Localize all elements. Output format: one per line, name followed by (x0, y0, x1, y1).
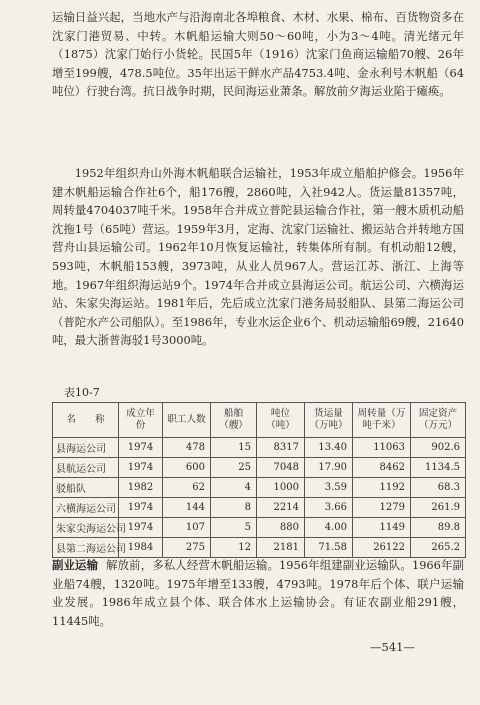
table-row (53, 518, 466, 538)
cell-turnover: 1279 (353, 498, 411, 518)
cell-year: 1974 (119, 458, 163, 478)
table-row (53, 438, 466, 458)
cell-name: 县航运公司 (53, 458, 119, 478)
cell-name: 驳船队 (53, 478, 119, 498)
col-header-assets: 固定资产（万元） (411, 403, 466, 438)
cell-turnover: 1149 (353, 518, 411, 538)
cell-assets: 1134.5 (411, 458, 466, 478)
cell-turnover: 8462 (353, 458, 411, 478)
cell-ships: 15 (211, 438, 257, 458)
cell-freight: 13.40 (305, 438, 353, 458)
cell-year: 1982 (119, 478, 163, 498)
cell-staff: 107 (163, 518, 211, 538)
paragraph-sideline-transport (52, 556, 464, 630)
table-row (53, 498, 466, 518)
cell-assets: 265.2 (411, 538, 466, 558)
cell-staff: 600 (163, 458, 211, 478)
table-header-row (53, 403, 466, 438)
page-number: —541— (370, 640, 415, 654)
section-lead-heading: 副业运输 (52, 558, 99, 572)
cell-assets: 902.6 (411, 438, 466, 458)
cell-tonnage: 1000 (257, 478, 305, 498)
cell-staff: 275 (163, 538, 211, 558)
cell-ships: 25 (211, 458, 257, 478)
cell-freight: 3.59 (305, 478, 353, 498)
col-header-staff: 职工人数 (163, 403, 211, 438)
cell-tonnage: 2214 (257, 498, 305, 518)
cell-year: 1984 (119, 538, 163, 558)
cell-year: 1974 (119, 518, 163, 538)
cell-freight: 4.00 (305, 518, 353, 538)
cell-tonnage: 7048 (257, 458, 305, 478)
cell-year: 1974 (119, 438, 163, 458)
col-header-tonnage: 吨位（吨） (257, 403, 305, 438)
cell-staff: 62 (163, 478, 211, 498)
cell-staff: 144 (163, 498, 211, 518)
cell-tonnage: 880 (257, 518, 305, 538)
cell-ships: 8 (211, 498, 257, 518)
cell-assets: 68.3 (411, 478, 466, 498)
shipping-companies-table (52, 402, 466, 558)
table-row (53, 478, 466, 498)
cell-name: 县第二海运公司 (53, 538, 119, 558)
table-row (53, 538, 466, 558)
cell-freight: 17.90 (305, 458, 353, 478)
cell-name: 六横海运公司 (53, 498, 119, 518)
section-body-text: 解放前，多私人经营木帆船运输。1956年组建副业运输队。1966年副业船74艘，1320吨。1975年增至133艘，4793吨。1978年后个体、联户运输业发展。1986年成立县个体、联合体水上运输协会。有证农副业船291艘，11445吨。 (52, 558, 464, 628)
cell-staff: 478 (163, 438, 211, 458)
paragraph-history: 运输日益兴起，当地水产与沿海南北各埠粮食、木材、水果、棉布、百货物资多在沈家门港贸易、中转。木帆船运输大则50～60吨，小为3～4吨。清光绪元年（1875）沈家门始行小货轮。民国5年（1916）沈家门鱼商运输船70艘、26年增至199艘，478.5吨位。35年出运干鲜水产品4753.4吨、金永利号木帆船（64吨位）行驶台湾。抗日战争时期，民间海运业萧条。解放前夕海运业陷于瘫痪。 (52, 10, 464, 99)
table-row (53, 458, 466, 478)
col-header-name: 名 称 (53, 403, 119, 438)
cell-freight: 71.58 (305, 538, 353, 558)
cell-name: 县海运公司 (53, 438, 119, 458)
cell-ships: 4 (211, 478, 257, 498)
col-header-turnover: 周转量（万吨千米） (353, 403, 411, 438)
cell-tonnage: 2181 (257, 538, 305, 558)
col-header-freight: 货运量（万吨） (305, 403, 353, 438)
cell-name: 朱家尖海运公司 (53, 518, 119, 538)
table-label: 表10-7 (64, 386, 100, 399)
cell-ships: 12 (211, 538, 257, 558)
col-header-ships: 船舶（艘） (211, 403, 257, 438)
cell-ships: 5 (211, 518, 257, 538)
cell-tonnage: 8317 (257, 438, 305, 458)
cell-year: 1974 (119, 498, 163, 518)
cell-assets: 89.8 (411, 518, 466, 538)
cell-assets: 261.9 (411, 498, 466, 518)
cell-turnover: 26122 (353, 538, 411, 558)
col-header-year: 成立年份 (119, 403, 163, 438)
cell-turnover: 1192 (353, 478, 411, 498)
cell-turnover: 11063 (353, 438, 411, 458)
paragraph-organization: 1952年组织舟山外海木帆船联合运输社，1953年成立船舶护修会。1956年建木帆船运输合作社6个，船176艘，2860吨，入社942人。货运量81357吨，周转量4704037吨千米。1958年合并成立普陀县运输合作社，第一艘木质机动船沈拖1号（65吨）营运。1959年3月，定海、沈家门运输社、搬运站合并转地方国营舟山县运输公司。1962年10月恢复运输社，转集体所有制。有机动船12艘，593吨，木帆船153艘，3973吨，从业人员967人。营运江苏、浙江、上海等地。1967年组织海运站9个。1974年合并成立县海运公司。航运公司、六横海运站、朱家尖海运站。1981年后，先后成立沈家门港务局驳船队、县第二海运公司（普陀水产公司船队）。至1986年，专业水运企业6个、机动运输船69艘，21640吨，最大浙普海驳1号3000吨。 (52, 166, 464, 348)
cell-freight: 3.66 (305, 498, 353, 518)
